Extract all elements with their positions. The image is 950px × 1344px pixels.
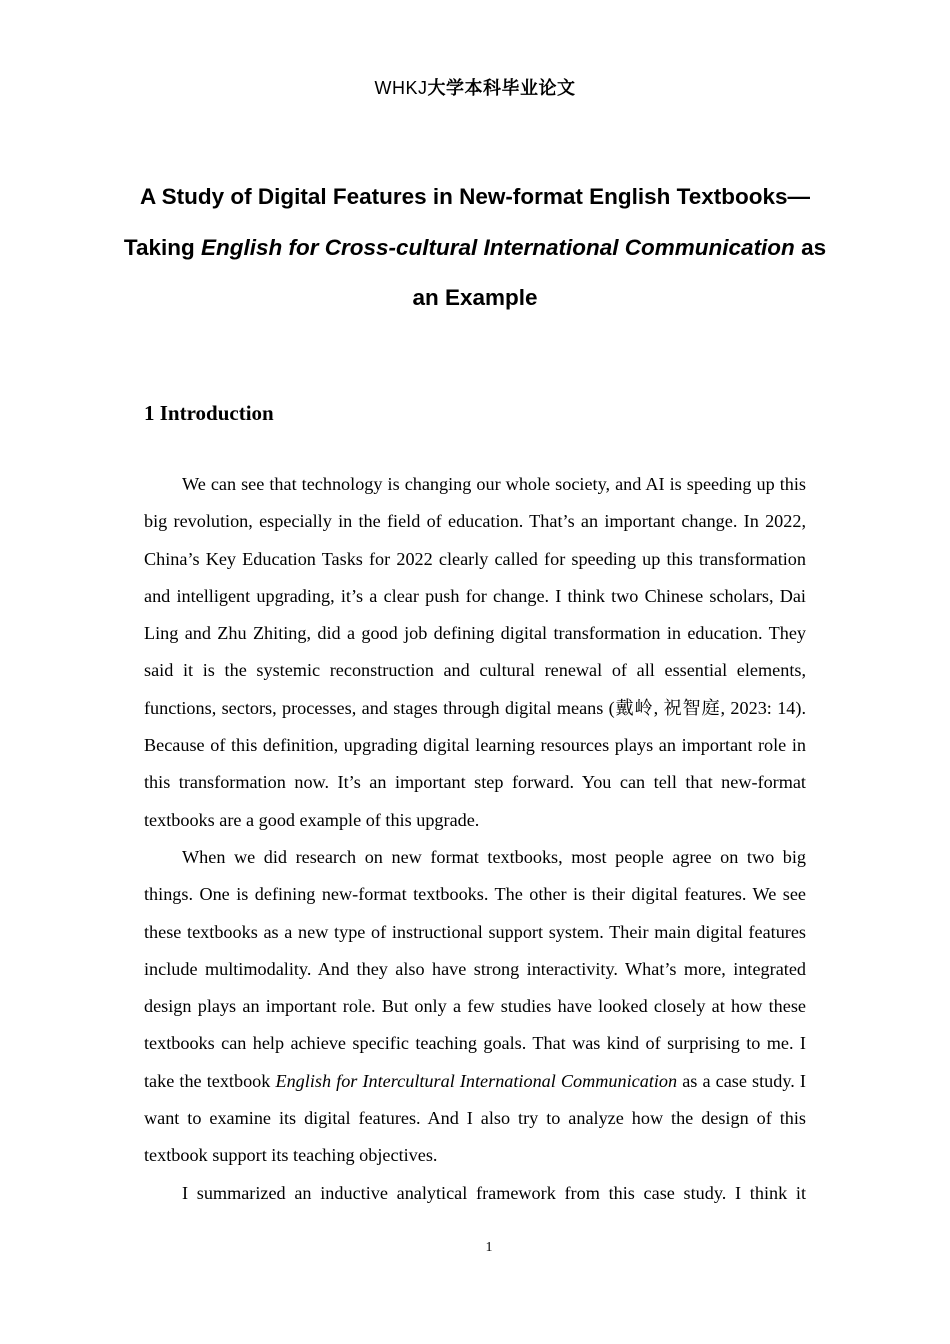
title-italic: English for Cross-cultural International Communication — [201, 234, 795, 260]
thesis-title — [120, 172, 830, 324]
page-header — [0, 74, 950, 100]
page-number: 1 — [485, 1240, 493, 1255]
title-text: A Study of Digital Features in New-format English Textbooks—Taking — [123, 184, 811, 260]
header-chinese: 大学本科毕业论文 — [427, 78, 576, 99]
paragraph-2 — [144, 839, 806, 1175]
title-text-end: as an Example — [412, 234, 827, 310]
paragraph-2-text-end: as a case study. I want to examine its digital features. And I also try to analyze how the design of this textbook support its teaching objectives. — [144, 1070, 806, 1166]
header-latin: WHKJ — [374, 78, 428, 98]
body-text — [144, 466, 806, 1212]
paragraph-2-text: When we did research on new format textbooks, most people agree on two big things. One is defining new-format textbooks. The other is their digital features. We see these textbooks as a new type of instructional support system. Their main digital features include multimodality. And they also have strong interactivity. What’s more, integrated design plays an important role. But only a few studies have looked closely at how these textbooks can help achieve specific teaching goals. That was kind of surprising to me. I take the textbook — [144, 846, 806, 1091]
paragraph-3: I summarized an inductive analytical framework from this case study. I think it — [182, 1182, 806, 1203]
paragraph-1: We can see that technology is changing our whole society, and AI is speeding up this big revolution, especially in the field of education. That’s an important change. In 2022, China’s Key Education Tasks for 2022 clearly called for speeding up this transformation and intelligent upgrading, it’s a clear push for change. I think two Chinese scholars, Dai Ling and Zhu Zhiting, did a good job defining digital transformation in education. They said it is the systemic reconstruction and cultural renewal of all essential elements, functions, sectors, processes, and stages through digital means (戴岭, 祝智庭, 2023: 14). Because of this definition, upgrading digital learning resources plays an important role in this transformation now. It’s an important step forward. You can tell that new-format textbooks are a good example of this upgrade. — [144, 474, 806, 830]
paragraph-2-book-title: English for Intercultural International Communication — [275, 1070, 678, 1091]
section-heading: 1 Introduction — [144, 401, 274, 425]
